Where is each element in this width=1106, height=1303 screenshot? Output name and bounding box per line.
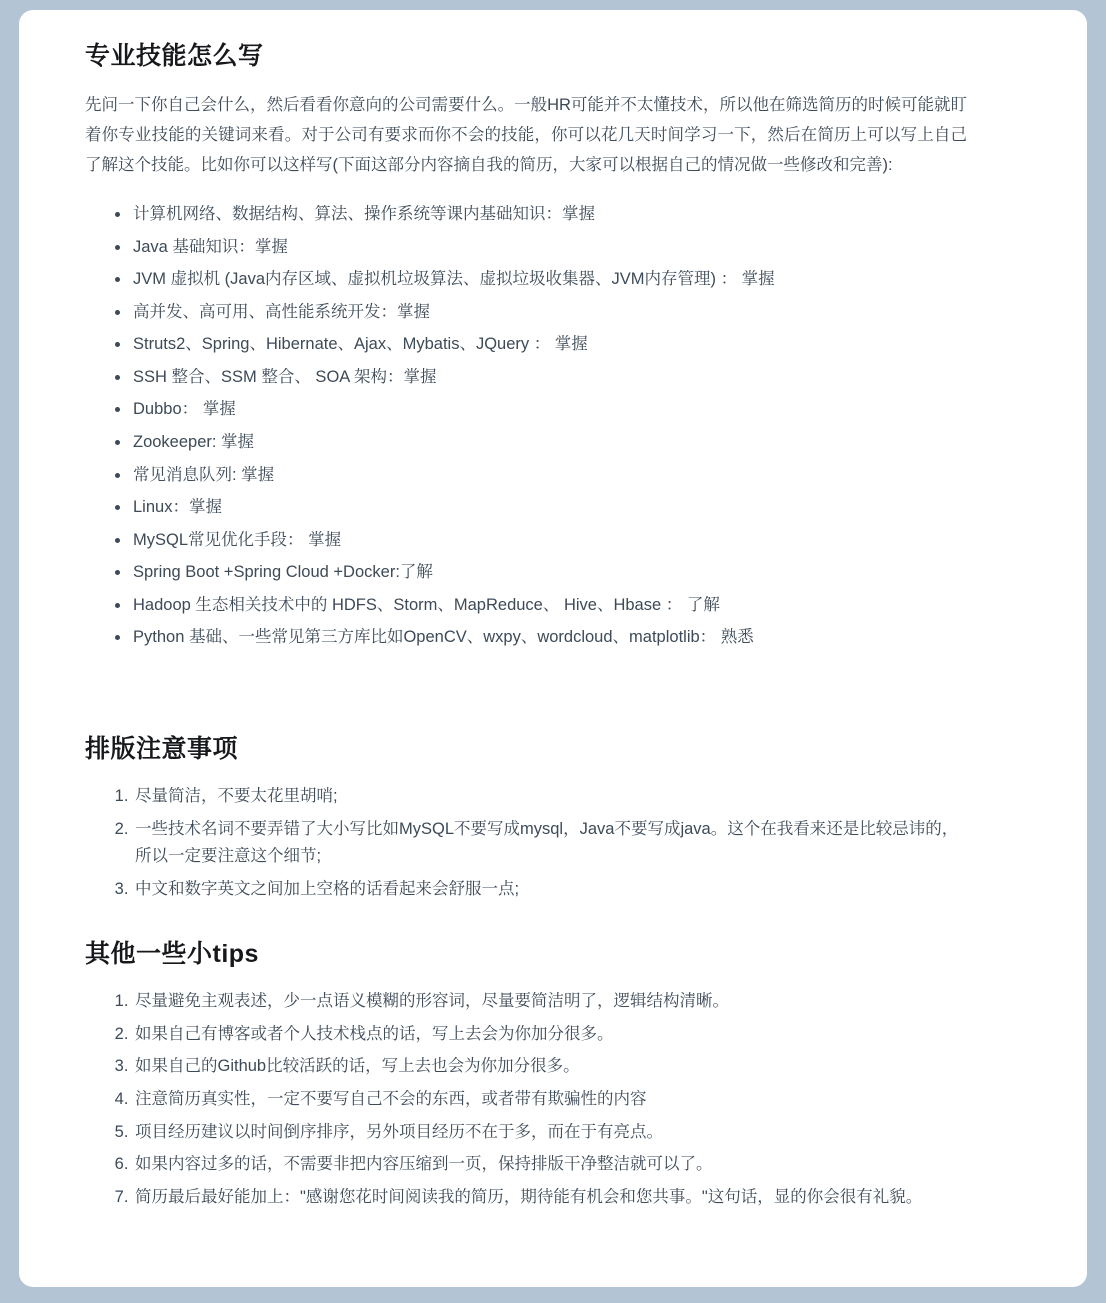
- skills-intro-paragraph: 先问一下你自己会什么，然后看看你意向的公司需要什么。一般HR可能并不太懂技术，所以他在筛选简历的时候可能就盯着你专业技能的关键词来看。对于公司有要求而你不会的技能，你可以花几天时间学习一下，然后在简历上可以写上自己了解这个技能。比如你可以这样写(下面这部分内容摘自我的简历，大家可以根据自己的情况做一些修改和完善):: [85, 96, 967, 175]
- skills-list: [85, 202, 967, 651]
- skill-item: • Linux：掌握: [131, 495, 967, 521]
- tip-item: 2. 如果自己有博客或者个人技术栈点的话，写上去会为你加分很多。: [133, 1021, 967, 1049]
- document-card: [19, 10, 1087, 1287]
- skill-item: • 常见消息队列: 掌握: [131, 463, 967, 489]
- skill-item: • SSH 整合、SSM 整合、 SOA 架构：掌握: [131, 365, 967, 391]
- skill-item: • Hadoop 生态相关技术中的 HDFS、Storm、MapReduce、 Hive、Hbase ： 了解: [131, 593, 967, 619]
- tip-item: 5. 项目经历建议以时间倒序排序，另外项目经历不在于多，而在于有亮点。: [133, 1119, 967, 1147]
- layout-section-title: 排版注意事项: [85, 734, 239, 763]
- tip-item: 7. 简历最后最好能加上："感谢您花时间阅读我的简历，期待能有机会和您共事。"这句话，显的你会很有礼貌。: [133, 1184, 967, 1212]
- skill-item: • 计算机网络、数据结构、算法、操作系统等课内基础知识：掌握: [131, 202, 967, 228]
- skill-item: • Dubbo： 掌握: [131, 397, 967, 423]
- tips-list: [85, 988, 967, 1212]
- tip-item: 1. 尽量避免主观表述，少一点语义模糊的形容词，尽量要简洁明了，逻辑结构清晰。: [133, 988, 967, 1016]
- skill-item: • Spring Boot +Spring Cloud +Docker:了解: [131, 560, 967, 586]
- tip-item: 3. 如果自己的Github比较活跃的话，写上去也会为你加分很多。: [133, 1053, 967, 1081]
- layout-note-item: 1. 尽量简洁，不要太花里胡哨;: [133, 783, 967, 811]
- skill-item: • Struts2、Spring、Hibernate、Ajax、Mybatis、JQuery ： 掌握: [131, 332, 967, 358]
- tip-item: 6. 如果内容过多的话，不需要非把内容压缩到一页，保持排版干净整洁就可以了。: [133, 1151, 967, 1179]
- tip-item: 4. 注意简历真实性，一定不要写自己不会的东西，或者带有欺骗性的内容: [133, 1086, 967, 1114]
- layout-note-item: 2. 一些技术名词不要弄错了大小写比如MySQL不要写成mysql，Java不要写成java。这个在我看来还是比较忌讳的，所以一定要注意这个细节;: [133, 816, 967, 871]
- skill-item: • Zookeeper: 掌握: [131, 430, 967, 456]
- tips-section-title: 其他一些小tips: [85, 939, 259, 968]
- skills-section-title: 专业技能怎么写: [85, 42, 264, 70]
- layout-notes-list: [85, 783, 967, 904]
- skill-item: • 高并发、高可用、高性能系统开发：掌握: [131, 300, 967, 326]
- layout-note-item: 3. 中文和数字英文之间加上空格的话看起来会舒服一点;: [133, 876, 967, 904]
- skill-item: • Java 基础知识：掌握: [131, 235, 967, 261]
- skill-item: • MySQL常见优化手段： 掌握: [131, 528, 967, 554]
- skill-item: • JVM 虚拟机 (Java内存区域、虚拟机垃圾算法、虚拟垃圾收集器、JVM内存管理) ： 掌握: [131, 267, 967, 293]
- skill-item: • Python 基础、一些常见第三方库比如OpenCV、wxpy、wordcloud、matplotlib： 熟悉: [131, 625, 967, 651]
